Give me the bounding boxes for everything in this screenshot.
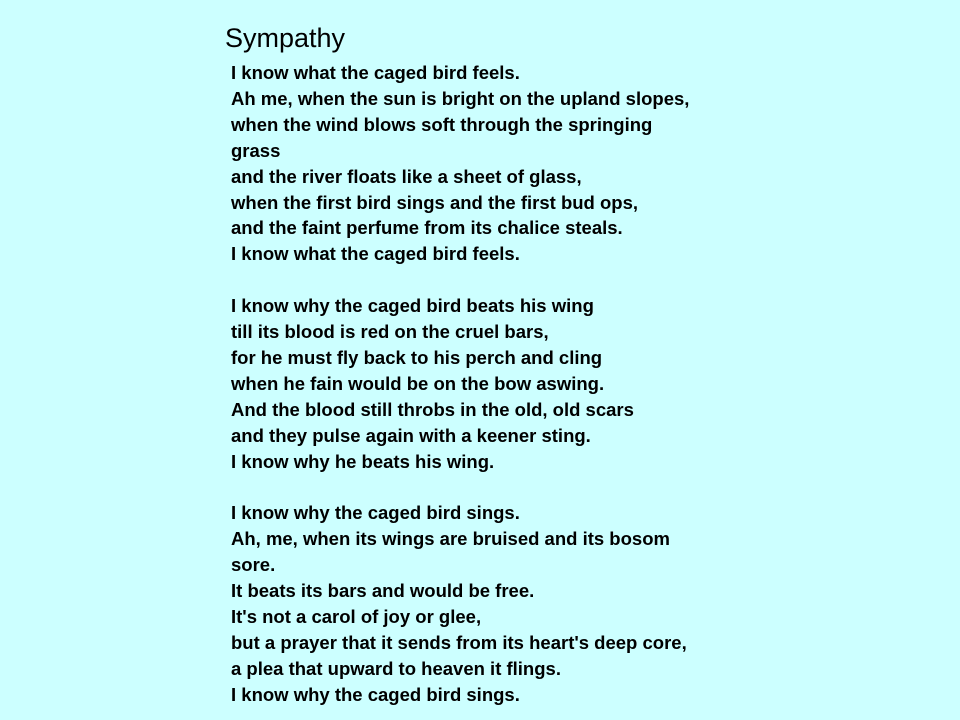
poem-line: I know why he beats his wing. — [231, 450, 495, 472]
poem-line: when the first bird sings and the first bud ops, — [231, 191, 639, 213]
slide-title: Sympathy — [225, 23, 346, 53]
poem-line: a plea that upward to heaven it flings. — [231, 657, 561, 679]
poem-line: but a prayer that it sends from its heart's deep core, — [231, 631, 687, 653]
poem-line: And the blood still throbs in the old, old scars — [231, 398, 634, 420]
poem-line: I know why the caged bird beats his wing — [231, 295, 594, 317]
poem-line: Ah me, when the sun is bright on the upland slopes, — [231, 87, 690, 109]
poem-line: and they pulse again with a keener sting. — [231, 424, 591, 446]
stanza-2 — [231, 293, 791, 474]
stanza-3 — [231, 500, 791, 707]
poem-line: grass — [231, 139, 281, 161]
poem-line: for he must fly back to his perch and cling — [231, 346, 603, 368]
poem-body — [231, 60, 791, 708]
poem-line: and the river floats like a sheet of glass, — [231, 165, 582, 187]
poem-line: sore. — [231, 554, 276, 576]
poem-line: It's not a carol of joy or glee, — [231, 606, 482, 627]
stanza-1 — [231, 60, 791, 267]
poem-line: when he fain would be on the bow aswing. — [231, 372, 605, 394]
poem-line: till its blood is red on the cruel bars, — [231, 321, 549, 343]
poem-line: when the wind blows soft through the springing — [231, 113, 653, 135]
poem-line: and the faint perfume from its chalice steals. — [231, 217, 623, 239]
poem-line: I know what the caged bird feels. — [231, 243, 520, 265]
poem-line: Ah, me, when its wings are bruised and its bosom — [231, 528, 670, 550]
poem-line: It beats its bars and would be free. — [231, 580, 535, 602]
poem-line: I know why the caged bird sings. — [231, 502, 520, 524]
poem-line: I know what the caged bird feels. — [231, 62, 520, 83]
poem-line: I know why the caged bird sings. — [231, 683, 520, 705]
